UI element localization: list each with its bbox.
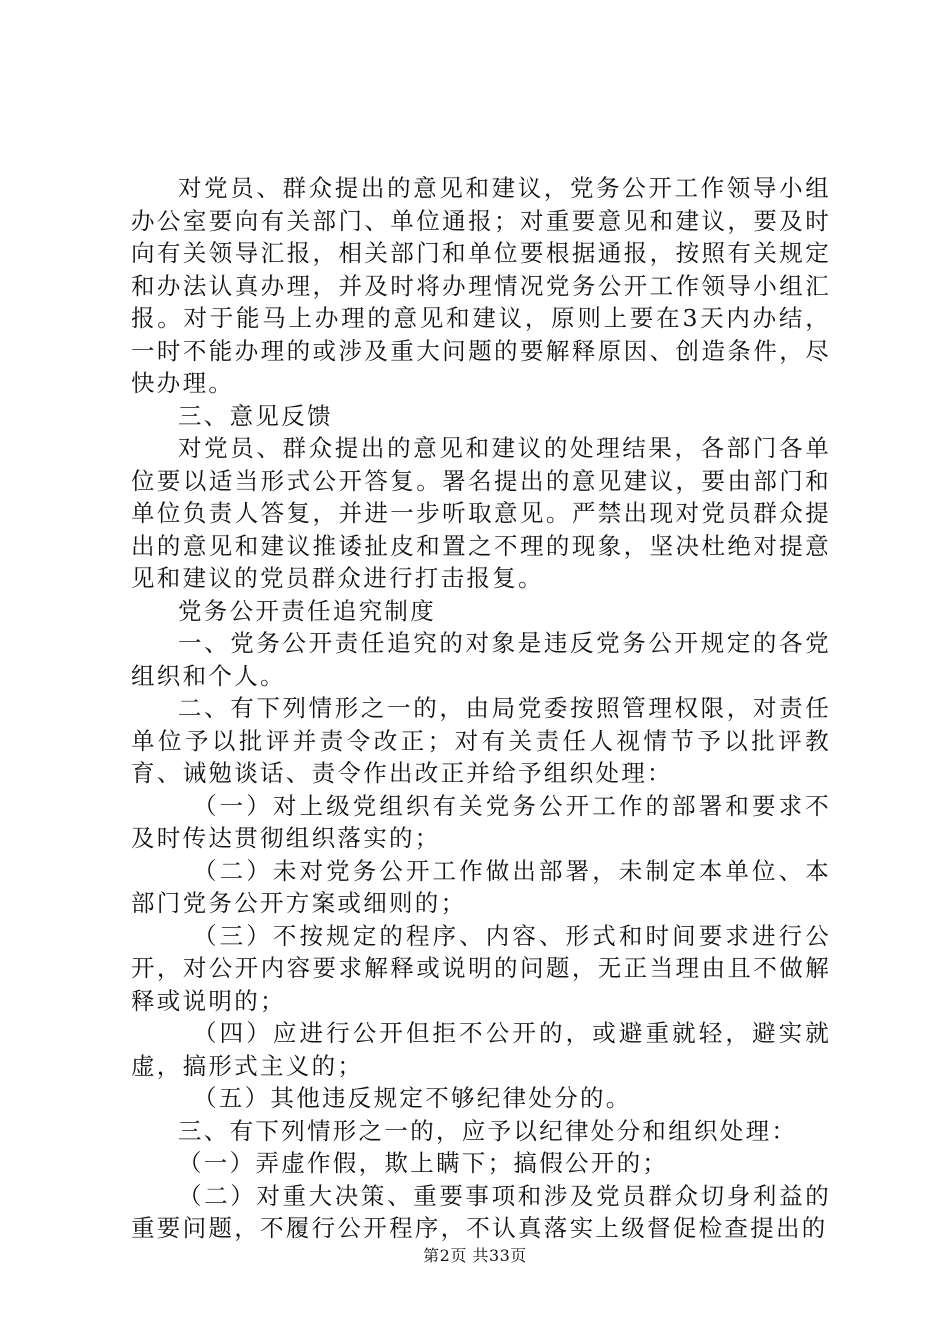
paragraph-feedback-reply: 对党员、群众提出的意见和建议的处理结果，各部门各单位要以适当形式公开答复。署名提出的意见建议，要由部门和单位负责人答复，并进一步听取意见。严禁出现对党员群众提出的意见和建议推诿扯皮和置之不理的现象，坚决杜绝对提意见和建议的党员群众进行打击报复。 (131, 434, 831, 592)
list-item-discipline-2: （二）对重大决策、重要事项和涉及党员群众切身利益的重要问题，不履行公开程序，不认真落实上级督促检查提出的 (131, 1181, 831, 1242)
page-number-footer: 第2页 共33页 (423, 1246, 527, 1265)
paragraph-criticism-cases: 二、有下列情形之一的，由局党委按照管理权限，对责任单位予以批评并责令改正；对有关责任人视情节予以批评教育、诫勉谈话、责令作出改正并给予组织处理： (131, 694, 831, 787)
list-item-case-3: （三）不按规定的程序、内容、形式和时间要求进行公开，对公开内容要求解释或说明的问题，无正当理由且不做解释或说明的； (131, 921, 831, 1015)
paragraph-feedback-handling: 对党员、群众提出的意见和建议，党务公开工作领导小组办公室要向有关部门、单位通报；对重要意见和建议，要及时向有关领导汇报，相关部门和单位要根据通报，按照有关规定和办法认真办理，并及时将办理情况党务公开工作领导小组汇报。对于能马上办理的意见和建议，原则上要在3天内办结，一时不能办理的或涉及重大问题的要解释原因、创造条件，尽快办理。 (131, 174, 831, 397)
list-item-discipline-1: （一）弄虚作假，欺上瞒下；搞假公开的； (178, 1149, 669, 1177)
paragraph-discipline-cases: 三、有下列情形之一的，应予以纪律处分和组织处理： (178, 1116, 798, 1145)
document-subtitle: 党务公开责任追究制度 (178, 596, 436, 625)
document-body (131, 172, 831, 1245)
list-item-case-2: （二）未对党务公开工作做出部署，未制定本单位、本部门党务公开方案或细则的； (131, 856, 831, 917)
list-item-case-1: （一）对上级党组织有关党务公开工作的部署和要求不及时传达贯彻组织落实的； (131, 791, 831, 852)
list-item-case-5: （五）其他违反规定不够纪律处分的。 (193, 1084, 632, 1112)
paragraph-accountability-scope: 一、党务公开责任追究的对象是违反党务公开规定的各党组织和个人。 (131, 629, 831, 690)
section-heading-feedback: 三、意见反馈 (178, 401, 333, 430)
list-item-case-4: （四）应进行公开但拒不公开的，或避重就轻，避实就虚，搞形式主义的； (131, 1019, 831, 1080)
